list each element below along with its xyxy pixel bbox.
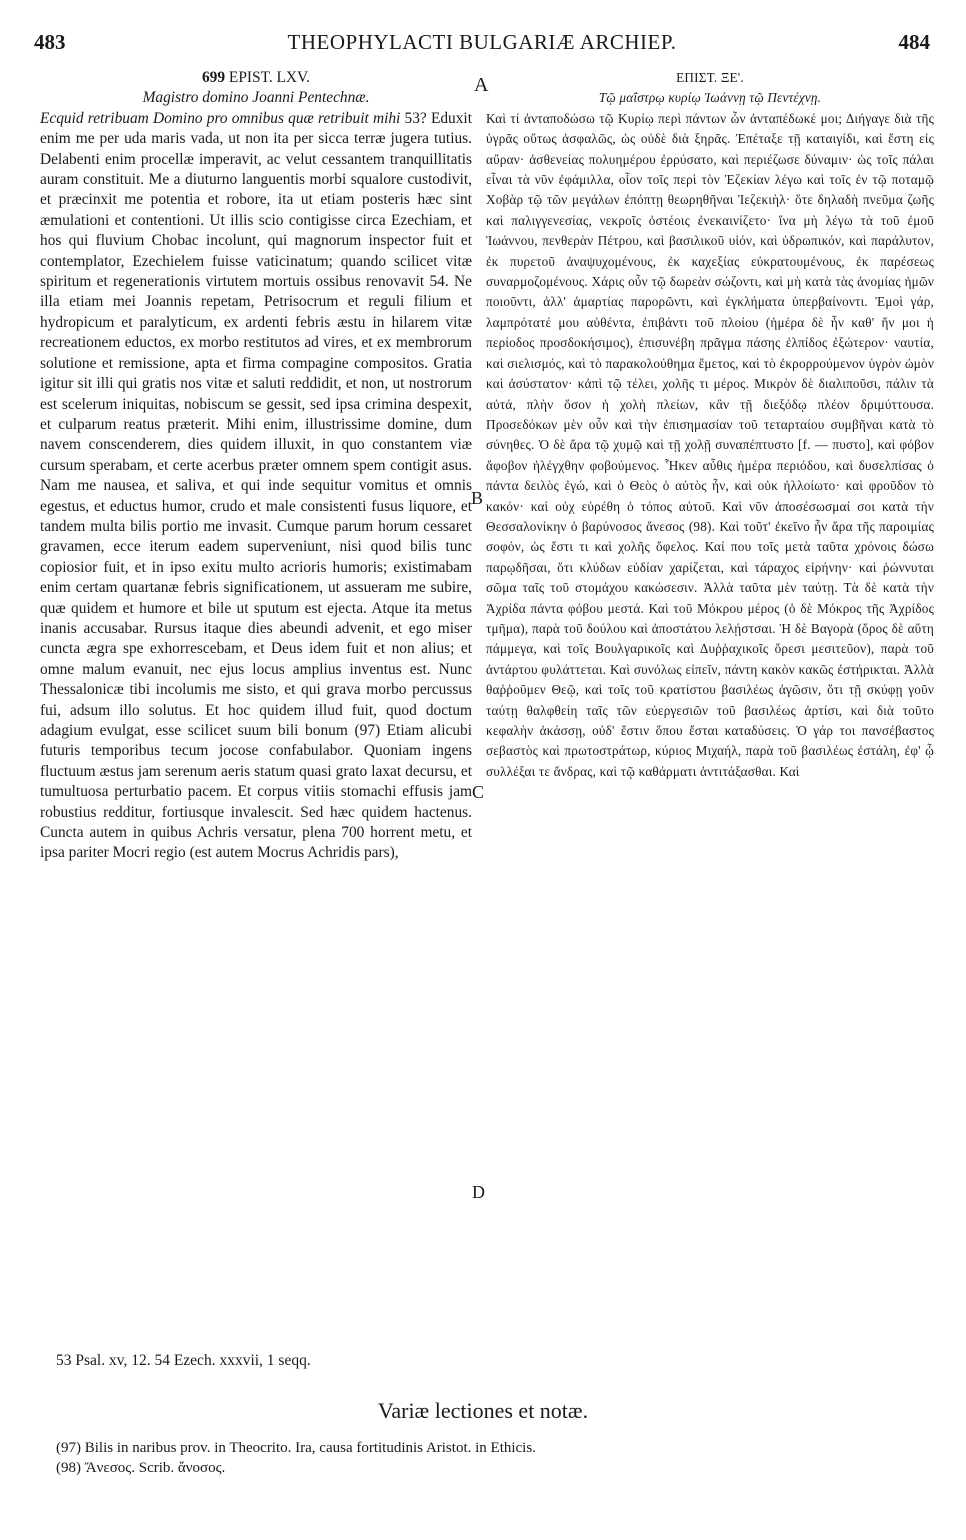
latin-column [40,68,472,864]
latin-epistle-label: EPIST. LXV. [228,69,311,86]
page-number-right: 484 [898,30,930,54]
greek-body: Καὶ τί ἀνταποδώσω τῷ Κυρίῳ περὶ πάντων ὧν ἀνταπέδωκέ μοι; Διήγαγε διὰ τῆς ὑγρᾶς οὕτως ἀσφαλῶς, ὡς οὐδὲ διὰ ξηρᾶς. Ἐπέταξε τῇ καταιγίδι, καὶ ἔστη εἰς αὔραν· ἀσθενείας πολυημέρου ἐρρύσατο, καὶ περιέζωσε δύναμιν· ὡς τοῖς πάλαι εἶναι τὰ νῦν ἐφάμιλλα, οἷον τοῖς περὶ τὸν Ἐζεκίαν λέγω καὶ τοῖς ἐν τῷ ποταμῷ Χοβὰρ τῷ τῶν μεγάλων ἐπόπτῃ θεωρηθῆναι Ἰεζεκιὴλ· ὅτε δηλαδὴ πνεῦμα ζωῆς καὶ παλιγγενεσίας, νεκροῖς ὀστέοις ἐνεκαινίζετο· ἵνα μὴ λέγω τὰ τοῦ ἐμοῦ Ἰωάννου, πενθερὰν Πέτρου, καὶ βασιλικοῦ υἱόν, καὶ ὑδρωπικόν, καὶ παράλυτον, ἐκ πυρετοῦ ἀναψυχομένους, ἐκ καχεξίας εὐκρατουμένους, ἐκ παρέσεως συναρμοζομένους. Χάρις οὖν τῷ δωρεὰν σώζοντι, καὶ μὴ κατὰ τὰς ἀνομίας ἡμῶν ποιοῦντι, ἀλλ' ἁμαρτίας παρορῶντι, καὶ ἐγκλήματα ὑπερβαίνοντι. Ἐμοὶ γάρ, λαμπρότατέ μου αὐθέντα, ἐπιβάντι τοῦ πλοίου (ἡμέρα δὲ ἦν καθ' ἥν μοι ἡ περίοδος προσδοκήσιμος), ἐπισυνέβη πρᾶγμα πάσης ἐλπίδος ἐξώτερον· ναυτία, καὶ σιελισμός, καὶ τὸ παρακολούθημα ἔμετος, καὶ τὸ ἐκρορρούμενον ὑγρὸν ὠμὸν καὶ ἀσύστατον· κἀπὶ τῷ τέλει, χολῆς τι μέρος. Μικρὸν δὲ διαλιποῦσι, πάλιν τὰ αὐτά, πλὴν ὅσον ἡ χολὴ πλείων, κἂν τῇ διεξόδῳ πλέον δριμύττουσα. Προσεδόκων μὲν οὖν καὶ τὴν ἐπισημασίαν τοῦ τεταρταίου συμβῆναι κατὰ τὸ σύνηθες. Ὁ δὲ ἄρα τῷ χυμῷ καὶ τῇ χολῇ συναπέπτυστο [f. — πυστο], καὶ φόβον ἄφοβον ἠλέγχθην φοβούμενος. Ἧκεν αὖθις ἡμέρα περιόδου, καὶ δυσελπίσας ὁ πάντα δειλὸς ἐγώ, καὶ ὁ Θεὸς ὁ αὐτὸς ἦν, καὶ οὐκ ἠλλοίωτο· καὶ φροῦδον τὸ κακόν· καὶ οὐχ εὑρέθη ὁ τόπος αὐτοῦ. Καὶ νῦν ἀποσέσωσμαί σοι κατὰ τὴν Θεσσαλονίκην ὁ βαρύνοσος ἄνεσος (98). Καὶ τοῦτ' ἐκεῖνο ἦν ἄρα τῆς παροιμίας σοφόν, ὡς ἔστι τι καὶ χολῆς ὄφελος. Καί που τοῖς μετὰ ταῦτα χρόνοις δώσω παρῳδῆσαι, ὅτι κλύδων εὐδίαν χαρίζεται, καὶ τάραχος εἰρήνην· καὶ ῥώννυται σῶμα ταῖς τοῦ στομάχου κακώσεσιν. Ἀλλὰ ταῦτα μὲν ταύτῃ. Τὰ δὲ κατὰ τὴν Ἀχρίδα πάντα φόβου μεστά. Καὶ τοῦ Μόκρου μέρος (ὁ δὲ Μόκρος τῆς Ἀχρίδος τμῆμα), παρὰ τοῦ δούλου καὶ ἀποστάτου λελῄστσαι. Ἡ δὲ Βαγορὰ (ὄρος δὲ αὕτη πάμμεγα, καὶ τοῖς Βουλγαρικοῖς καὶ Δυῤῥαχικοῖς ὄρεσι μεσιτεῦον), παρὰ τοῦ ἀντάρτου φυλάττεται. Καὶ συνόλως εἰπεῖν, πάντη κακὸν κακῶς ἐστήρικται. Ἀλλὰ θαῤῥοῦμεν Θεῷ, καὶ τοῖς τοῦ κρατίστου βασιλέως ἀγῶσιν, ὅτι τῇ σκύφῃ γοῦν ταύτῃ θαλφθείη ταῖς τῶν εὐεργεσιῶν τοῦ βασιλέως ἀρτίσι, καὶ διὰ τοῦτο κεφαλὴν ἀκάσσῃ, οὐδ' ἔστιν ὅπου ἔσται καταδύσεις. Ὁ γάρ τοι πανσέβαστος σεβαστὸς καὶ πρωτοστράτωρ, κύριος Μιχαήλ, παρὰ τοῦ βασιλέως ἐστάλη, ἐφ' ᾧ συλλέξαι τε ἄνδρας, καὶ τῷ καθάρματι ἀντιτάξασθαι. Καὶ [486,110,934,779]
note-label: (98) [56,1460,81,1476]
margin-marker-d: D [472,1182,485,1202]
margin-marker-b: B [471,488,484,508]
latin-body-opening: Ecquid retribuam Domino pro omnibus quæ retribuit mihi [40,109,401,127]
note-text: Bilis in naribus prov. in Theocrito. Ira, causa fortitudinis Aristot. in Ethicis. [84,1440,536,1456]
note-label: (97) [56,1440,81,1456]
margin-marker-a: A [474,74,489,96]
scripture-footnotes: 53 Psal. xv, 12. 54 Ezech. xxxvii, 1 seqq. [56,1352,311,1369]
greek-column [486,68,934,782]
note-text: Ἄνεσος. Scrib. ἄνοσος. [84,1460,226,1476]
greek-addressee: Τῷ μαΐστρῳ κυρίῳ Ἰωάννῃ τῷ Πεντέχνῃ. [598,90,822,106]
column-number: 699 [201,69,226,86]
latin-addressee: Magistro domino Joanni Pentechnæ. [142,89,370,107]
latin-body [40,109,472,864]
running-title: THEOPHYLACTI BULGARIÆ ARCHIEP. [287,30,677,54]
note-item [56,1438,926,1458]
margin-marker-c: C [472,782,485,802]
page-number-left: 483 [34,30,66,54]
greek-epistle-heading: ΕΠΙΣΤ. ΞΕ'. [676,70,744,85]
latin-epistle-heading [40,68,472,88]
page-header [34,30,930,60]
notes-list [56,1438,926,1478]
latin-body-text: 53? Eduxit enim me per uda maris vada, ut non ita per sicca terræ jugera tutius. Delabenti enim procellæ imperavit, ac velut cessantem tranquillitatis auram constituit. Me a diuturno languentis morbi squalore custodivit, et præcinxit me potentia et robore, ita ut etiam posteris hæc sint æmulationi et contentioni. Ut illis scio contigisse circa Ezechiam, et hos qui fluvium Chobac incolunt, qui magnorum inspector fuit et contemplator, Ezechielem fuisse vaticinatum; quando scilicet vitæ spiritum et regenerationis virtutem mortuis ossibus renovavit 54. Ne illa etiam mei Joannis repetam, Petrisocrum et reguli filium et hydropicum et paralyticum, ex ardenti febris æstu in hilarem vitæ recreationem eductos, ex morbo restitutos ad vires, et ex membrorum solutione et remissione, apta et firma compagine compositos. Gratia igitur sit illi qui gratis nos vitæ et saluti reddidit, et non, ut nostrorum est scelerum iniquitas, nobiscum se gessit, sed ipsa crimina despexit, et culparum reatus præterit. Mihi enim, illustrissime domine, dum navem conscenderem, dies quidem illuxit, in quo constantem viæ cursum sperabam, et certe acerbus præter omnem spem contigit asus. Nam me nausea, et saliva, et qui inde sequitur vomitus et omnis egestus, et eductus humor, crudo et male consistenti fusus liquore, et tandem multa bilis portio me invasit. Cumque parum horum cessaret gravamen, ecce iterum eadem superveniunt, nisi quod bilis tunc copiosior fuit, et in ipso exitu multo acrioris humoris; existimabam enim certam quartanæ febris significationem, ut assueram me subire, quæ quidem et humore et bile ut sputum est ejecta. Atque ita metus inanis accusabar. Rursus itaque dies abeundi advenit, et ego miser cuncta ægra spe exhorrescebam, et Deus idem fuit et non alius; et omne malum evanuit, nec ejus locus amplius inventus est. Nunc Thessalonicæ tibi incolumis me sisto, et qui grava morbo percussus fui, adsum illo solutus. Et hoc quidem illud fuit, quod doctum adagium evulgat, esse scilicet suum bili bonum (97) Etiam alicubi futuris temporibus tecum jocose confabulabor. Quoniam ingens fluctuum æstus jam serenum aeris statum quasi grato laxat decursu, et tumultuosa perturbatio pacem. Et corpus vitiis stomachi effusis jam robustius redditur, fortiusque invalescit. Sed hæc quidem hactenus. Cuncta autem in quibus Achris versatur, plena 700 horrent metu, et ipsa pariter Mocri regio (est autem Mocrus Achridis pars), [40,109,472,862]
notes-heading: Variæ lectiones et notæ. [377,1398,589,1423]
note-item [56,1458,926,1478]
